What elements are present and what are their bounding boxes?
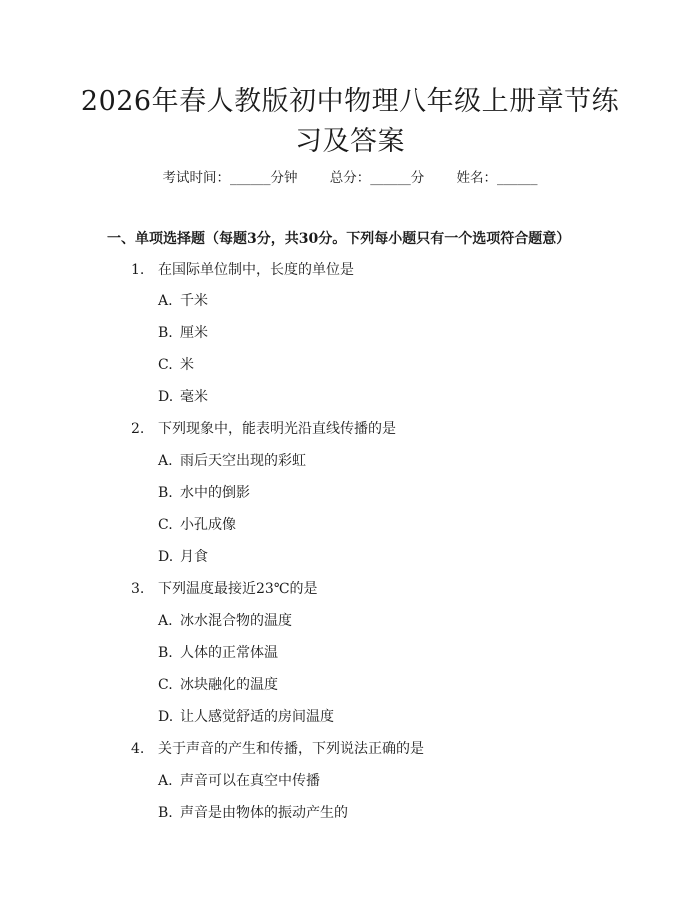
- option-letter: D.: [158, 389, 174, 405]
- question-text: 下列温度最接近23℃的是: [158, 581, 318, 597]
- title-line-1: 2026年春人教版初中物理八年级上册章节练: [80, 86, 620, 117]
- question-1: [131, 260, 354, 280]
- option-letter: C.: [158, 357, 173, 373]
- exam-info: [0, 168, 700, 188]
- option-letter: B.: [158, 805, 173, 821]
- option-text: 声音可以在真空中传播: [180, 773, 320, 789]
- option-text: 毫米: [180, 389, 208, 405]
- option-letter: C.: [158, 517, 173, 533]
- option-letter: C.: [158, 677, 173, 693]
- option-text: 人体的正常体温: [180, 645, 278, 661]
- option-4b: [158, 803, 348, 823]
- option-text: 冰水混合物的温度: [180, 613, 292, 629]
- option-letter: B.: [158, 325, 173, 341]
- option-text: 冰块融化的温度: [180, 677, 278, 693]
- question-4: [131, 739, 424, 759]
- question-number: 4.: [131, 741, 145, 757]
- option-letter: A.: [158, 773, 173, 789]
- question-number: 3.: [131, 581, 145, 597]
- document-title: [0, 82, 700, 162]
- option-text: 让人感觉舒适的房间温度: [180, 709, 334, 725]
- option-3b: [158, 643, 278, 663]
- question-text: 在国际单位制中，长度的单位是: [158, 262, 354, 278]
- option-text: 千米: [180, 293, 208, 309]
- option-letter: D.: [158, 709, 174, 725]
- option-3a: [158, 611, 292, 631]
- exam-time: 考试时间：______分钟: [162, 170, 298, 186]
- option-text: 小孔成像: [180, 517, 236, 533]
- option-letter: B.: [158, 485, 173, 501]
- option-2a: [158, 451, 306, 471]
- option-text: 米: [180, 357, 194, 373]
- option-3c: [158, 675, 278, 695]
- option-text: 厘米: [180, 325, 208, 341]
- option-2d: [158, 547, 208, 567]
- title-line-2: 习及答案: [295, 126, 405, 157]
- option-letter: A.: [158, 293, 173, 309]
- section-heading: 一、单项选择题（每题3分，共30分。下列每小题只有一个选项符合题意）: [107, 231, 571, 247]
- student-name: 姓名：______: [456, 170, 538, 186]
- option-letter: A.: [158, 613, 173, 629]
- option-3d: [158, 707, 334, 727]
- option-1b: [158, 323, 208, 343]
- option-text: 声音是由物体的振动产生的: [180, 805, 348, 821]
- question-2: [131, 419, 396, 439]
- option-text: 雨后天空出现的彩虹: [180, 453, 306, 469]
- question-number: 1.: [131, 262, 145, 278]
- option-2c: [158, 515, 236, 535]
- question-text: 下列现象中，能表明光沿直线传播的是: [158, 421, 396, 437]
- option-letter: D.: [158, 549, 174, 565]
- option-letter: B.: [158, 645, 173, 661]
- question-number: 2.: [131, 421, 145, 437]
- option-1d: [158, 387, 208, 407]
- question-3: [131, 579, 317, 599]
- option-2b: [158, 483, 250, 503]
- option-4a: [158, 771, 320, 791]
- option-1c: [158, 355, 194, 375]
- option-1a: [158, 291, 208, 311]
- total-score: 总分：______分: [329, 170, 425, 186]
- option-text: 水中的倒影: [180, 485, 250, 501]
- option-letter: A.: [158, 453, 173, 469]
- option-text: 月食: [180, 549, 208, 565]
- question-text: 关于声音的产生和传播，下列说法正确的是: [158, 741, 424, 757]
